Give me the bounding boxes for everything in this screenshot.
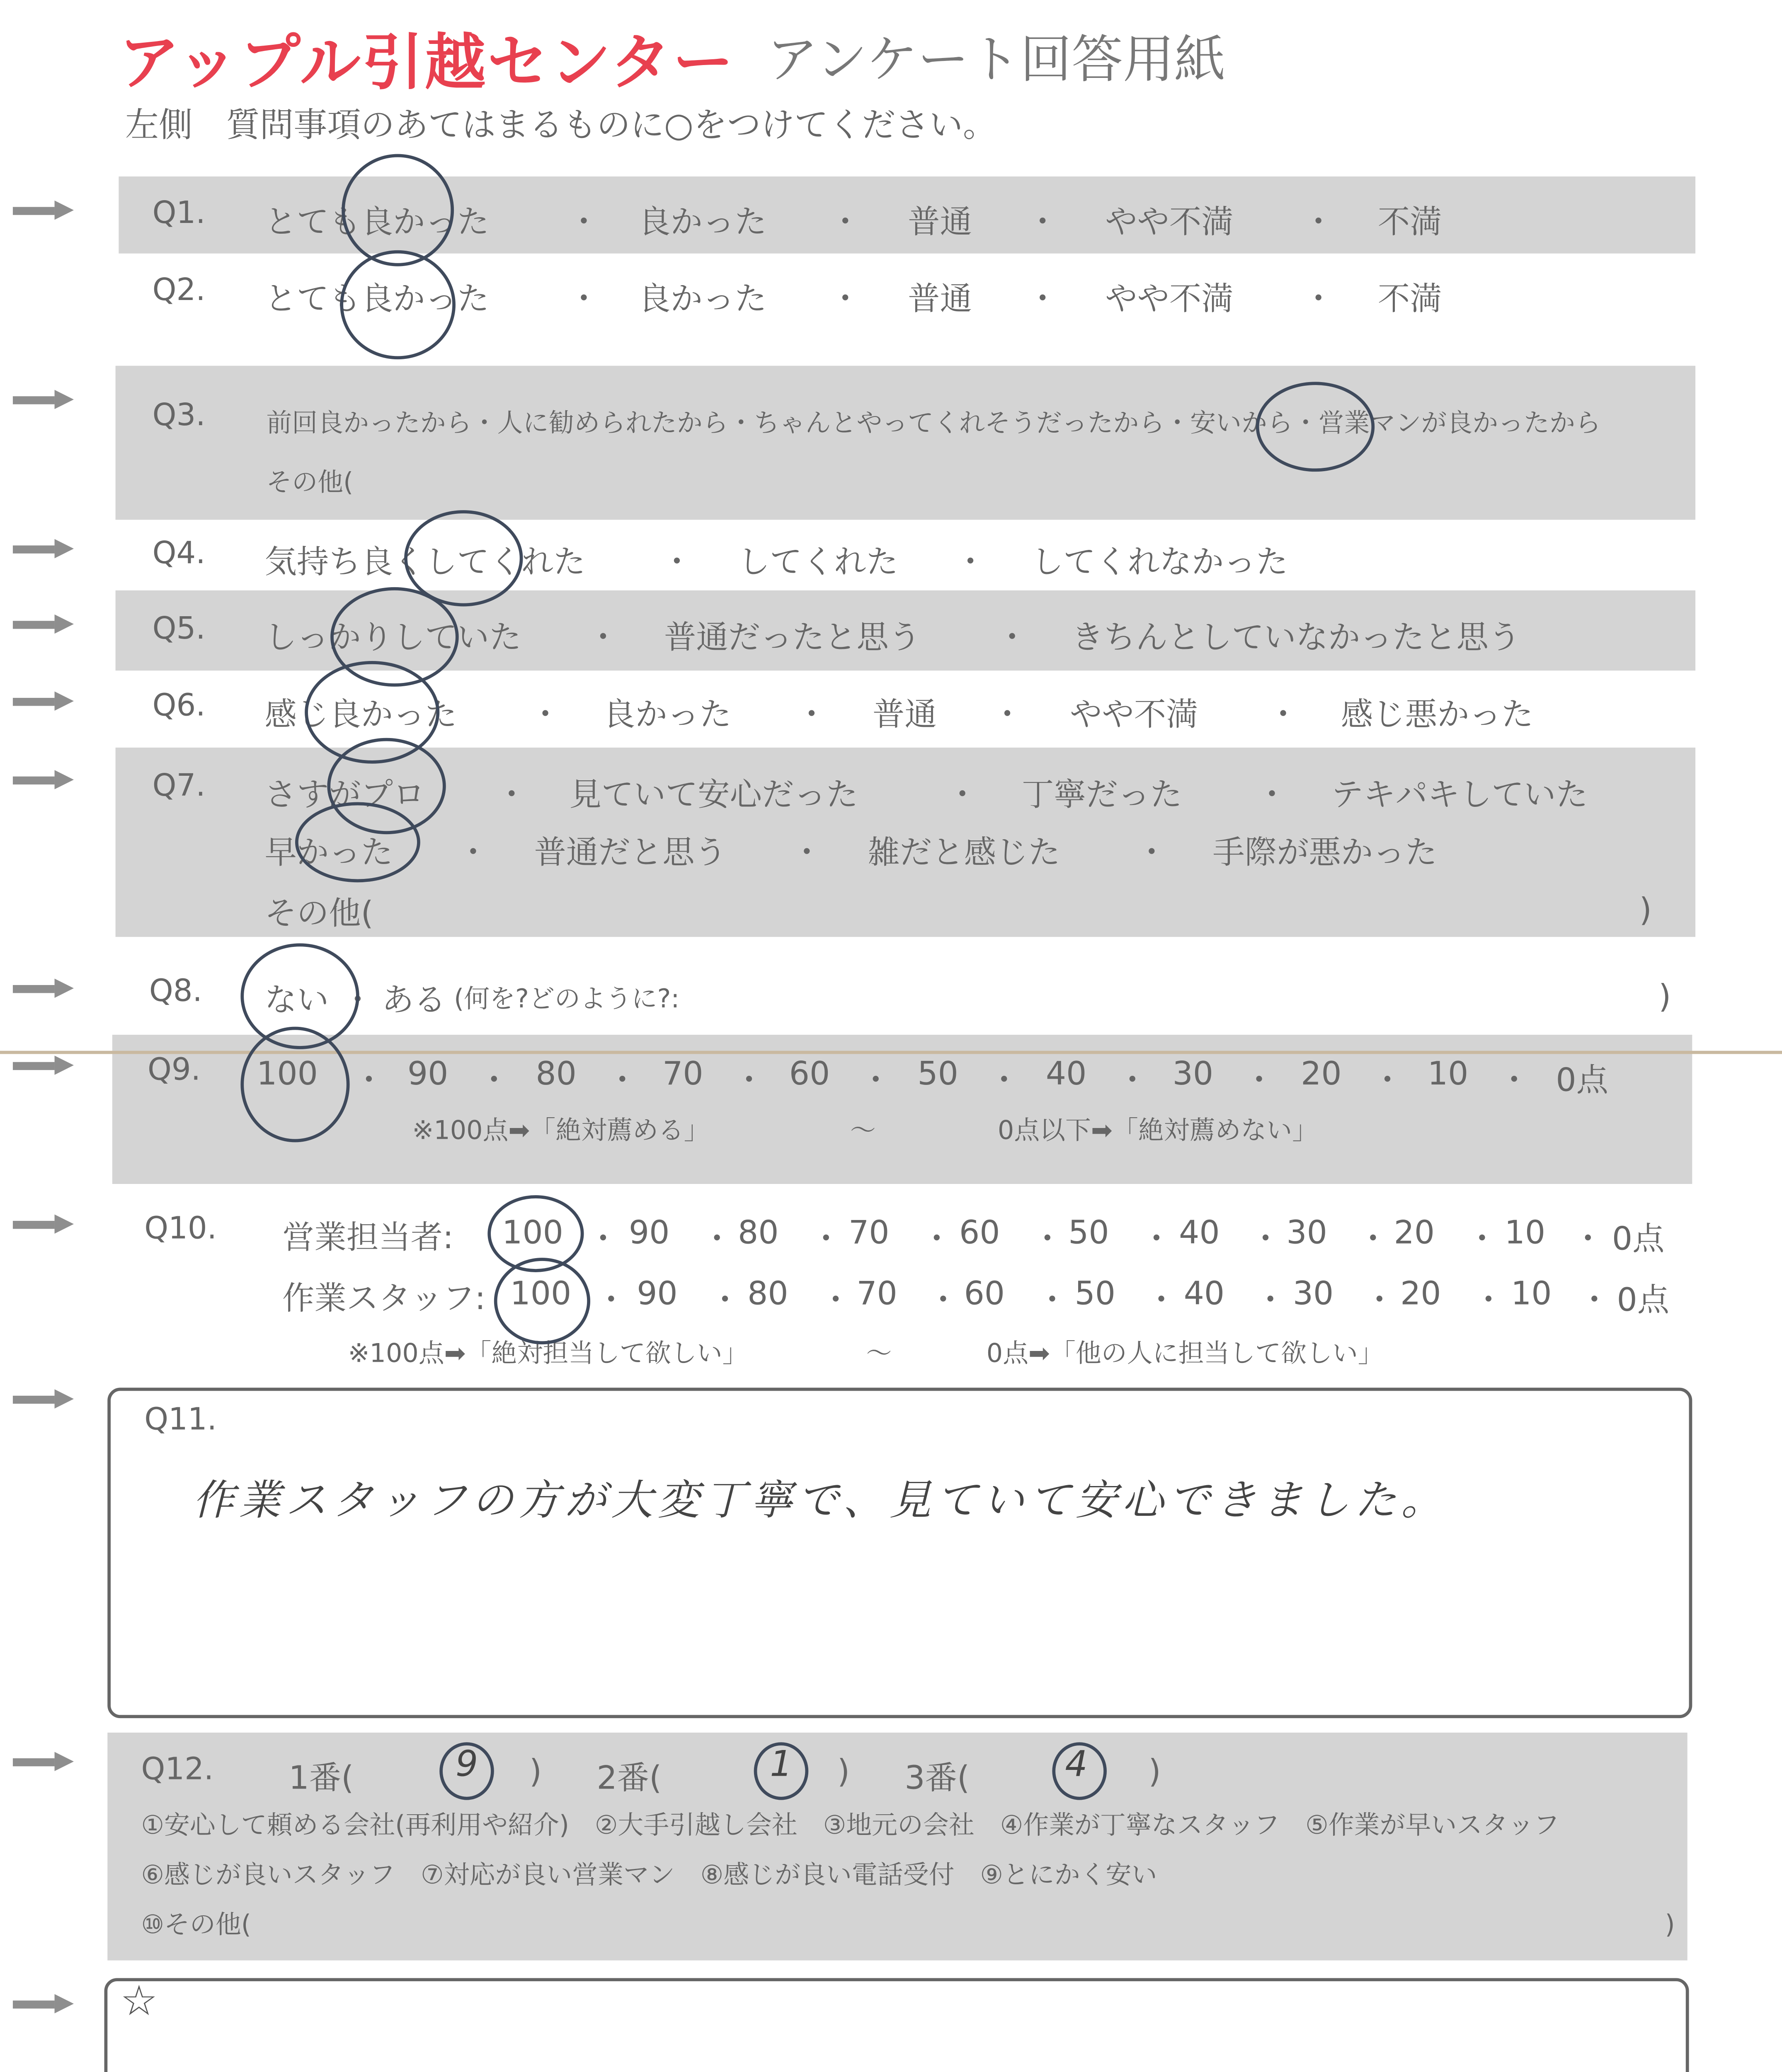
q7-sep: ・: [495, 775, 528, 813]
star-icon: ☆: [120, 1978, 158, 2026]
q2-sep: ・: [1026, 279, 1059, 318]
q7-option[interactable]: 見ていて安心だった: [569, 775, 858, 813]
arrow-q10: [13, 1215, 74, 1234]
q9-sep: ・: [1243, 1060, 1275, 1099]
q10-staff-score[interactable]: 50: [1074, 1273, 1116, 1312]
q10-sales-seps: ・: [921, 1219, 953, 1258]
arrow-q4: [13, 539, 74, 558]
q2-option[interactable]: 良かった: [638, 279, 767, 318]
q9-score[interactable]: 20: [1301, 1054, 1342, 1093]
q2-label: Q2.: [152, 273, 206, 308]
q4-sep: ・: [954, 542, 987, 581]
q5-sep: ・: [996, 617, 1028, 656]
arrow-q8: [13, 978, 74, 997]
q12-rank1-close: ): [529, 1752, 542, 1791]
q8-hint: (何を?どのように?:: [454, 983, 680, 1014]
q1-answer-circle: [342, 154, 454, 266]
q12-label: Q12.: [141, 1752, 214, 1787]
q1-sep: ・: [829, 202, 861, 241]
q10-staff-score[interactable]: 60: [964, 1273, 1005, 1312]
q1-option[interactable]: 普通: [908, 202, 972, 241]
q6-option[interactable]: やや不満: [1069, 695, 1198, 733]
q4-option[interactable]: してくれなかった: [1031, 542, 1288, 581]
arrow-q7: [13, 770, 74, 789]
q2-option[interactable]: 不満: [1377, 279, 1442, 318]
q10-note-right: 0点➡「他の人に担当して欲しい」: [986, 1338, 1384, 1369]
q12-rank2-label: 2番(: [596, 1758, 662, 1797]
q7-option[interactable]: テキパキしていた: [1331, 775, 1588, 813]
q7-label: Q7.: [152, 768, 206, 804]
q9-score[interactable]: 50: [917, 1054, 958, 1093]
q9-answer-circle: [240, 1027, 349, 1143]
q8-close: ): [1658, 977, 1671, 1016]
q10-sales-seps: ・: [587, 1219, 619, 1258]
q10-note-mid: 〜: [866, 1338, 892, 1369]
q7-option[interactable]: 手際が悪かった: [1212, 833, 1438, 871]
q7-sep: ・: [1135, 833, 1168, 871]
comment-box[interactable]: [104, 1978, 1689, 2072]
q5-option[interactable]: しっかりしていた: [264, 617, 521, 656]
q12-rank3-value[interactable]: 4: [1065, 1745, 1088, 1786]
q7-option[interactable]: 雑だと感じた: [868, 833, 1060, 871]
q1-sep: ・: [1302, 202, 1335, 241]
q2-option[interactable]: 普通: [908, 279, 972, 318]
q10-staff-seps: ・: [1145, 1280, 1178, 1319]
q9-note-right: 0点以下➡「絶対薦めない」: [997, 1115, 1318, 1146]
arrow-star: [13, 1994, 74, 2013]
q10-sales-score[interactable]: 60: [959, 1213, 1000, 1251]
q10-sales-score[interactable]: 10: [1504, 1213, 1546, 1251]
q4-sep: ・: [661, 542, 693, 581]
q2-sep: ・: [567, 279, 600, 318]
q6-label: Q6.: [152, 688, 206, 724]
q4-option[interactable]: してくれた: [737, 542, 898, 581]
arrow-q6: [13, 692, 74, 711]
q1-sep: ・: [1026, 202, 1059, 241]
q9-sep: ・: [1498, 1060, 1530, 1099]
q9-score[interactable]: 10: [1427, 1054, 1469, 1093]
q7-sep: ・: [790, 833, 823, 871]
q9-score[interactable]: 100: [257, 1054, 318, 1093]
q10-sales-score[interactable]: 100: [502, 1213, 563, 1251]
q10-sales-score[interactable]: 0点: [1612, 1219, 1665, 1258]
q2-sep: ・: [1302, 279, 1335, 318]
q6-option[interactable]: 感じ悪かった: [1341, 695, 1534, 733]
q10-staff-score[interactable]: 30: [1292, 1273, 1334, 1312]
q5-option[interactable]: きちんとしていなかったと思う: [1071, 617, 1521, 656]
q10-staff-seps: ・: [927, 1280, 959, 1319]
q10-sales-label: 営業担当者:: [282, 1218, 454, 1256]
q1-option[interactable]: やや不満: [1105, 202, 1234, 241]
q11-answer-box[interactable]: [107, 1388, 1692, 1718]
q3-options[interactable]: 前回良かったから・人に勧められたから・ちゃんとやってくれそうだったから・安いから・営業マンが良かったから: [266, 407, 1601, 438]
q1-option[interactable]: 良かった: [638, 202, 767, 241]
brand-title: アップル引越センター: [119, 27, 735, 98]
q9-sep: ・: [606, 1060, 639, 1099]
q10-staff-seps: ・: [1472, 1280, 1505, 1319]
q1-label: Q1.: [152, 196, 206, 231]
q10-sales-seps: ・: [1572, 1219, 1604, 1258]
arrow-q1: [13, 201, 74, 220]
form-title: アンケート回答用紙: [766, 29, 1226, 90]
q2-sep: ・: [829, 279, 861, 318]
q12-rank2-close: ): [837, 1752, 850, 1791]
q10-sales-score[interactable]: 80: [737, 1213, 779, 1251]
q10-staff-seps: ・: [709, 1280, 741, 1319]
q9-score[interactable]: 60: [789, 1054, 830, 1093]
q4-option[interactable]: 気持ち良くしてくれた: [264, 542, 586, 581]
q7-option[interactable]: 普通だと思う: [534, 833, 727, 871]
arrow-q11: [13, 1389, 74, 1409]
q8-label: Q8.: [149, 973, 202, 1009]
q8-option-yes[interactable]: ある: [381, 980, 446, 1019]
q9-score[interactable]: 70: [662, 1054, 703, 1093]
q2-answer-circle: [340, 250, 456, 359]
q10-staff-answer-circle: [494, 1258, 590, 1344]
q10-label: Q10.: [144, 1211, 217, 1247]
q7-other[interactable]: その他(: [264, 893, 373, 932]
q10-staff-label: 作業スタッフ:: [282, 1278, 486, 1317]
q10-staff-seps: ・: [1254, 1280, 1287, 1319]
q10-sales-score[interactable]: 70: [848, 1213, 890, 1251]
q10-staff-score[interactable]: 80: [747, 1273, 788, 1312]
q11-handwritten-answer[interactable]: 作業スタッフの方が大変丁寧で、見ていて安心できました。: [192, 1477, 1448, 1526]
q6-sep: ・: [1267, 695, 1300, 733]
q10-staff-score[interactable]: 0点: [1617, 1280, 1670, 1319]
q9-score[interactable]: 90: [407, 1054, 449, 1093]
q9-sep: ・: [860, 1060, 892, 1099]
q7-option[interactable]: 丁寧だった: [1021, 775, 1182, 813]
q10-sales-seps: ・: [1031, 1219, 1064, 1258]
arrow-q9: [13, 1055, 74, 1075]
q1-option[interactable]: 不満: [1377, 202, 1442, 241]
q9-score[interactable]: 80: [536, 1054, 577, 1093]
q11-label: Q11.: [144, 1402, 217, 1438]
q5-option[interactable]: 普通だったと思う: [664, 617, 921, 656]
arrow-q12: [13, 1752, 74, 1771]
q10-staff-score[interactable]: 40: [1183, 1273, 1225, 1312]
instruction-text: 左側 質問事項のあてはまるものに○をつけてください。: [125, 106, 997, 145]
q12-rank3-close: ): [1148, 1752, 1161, 1791]
q9-score[interactable]: 30: [1172, 1054, 1214, 1093]
q7-sep: ・: [946, 775, 979, 813]
q10-sales-score[interactable]: 40: [1179, 1213, 1220, 1251]
q10-sales-seps: ・: [1466, 1219, 1498, 1258]
q9-sep: ・: [1116, 1060, 1149, 1099]
q6-sep: ・: [795, 695, 828, 733]
q3-label: Q3.: [152, 398, 206, 433]
q10-staff-score[interactable]: 10: [1511, 1273, 1552, 1312]
q12-rank3-circle: [1052, 1742, 1107, 1800]
q8-sep: ・: [342, 980, 374, 1019]
q3-answer-circle: [1256, 382, 1375, 472]
q10-staff-seps: ・: [819, 1280, 852, 1319]
q10-sales-score[interactable]: 30: [1286, 1213, 1327, 1251]
q6-sep: ・: [529, 695, 562, 733]
q12-choices-line3: ⑩その他(: [141, 1909, 251, 1940]
q8-option-no[interactable]: ない: [264, 980, 329, 1019]
arrow-q5: [13, 615, 74, 634]
q12-choices-close: ): [1665, 1909, 1675, 1940]
q10-staff-seps: ・: [1578, 1280, 1610, 1319]
q9-sep: ・: [988, 1060, 1021, 1099]
q6-option[interactable]: 感じ良かった: [264, 695, 457, 733]
q7-sep: ・: [1256, 775, 1288, 813]
q10-sales-score[interactable]: 20: [1394, 1213, 1435, 1251]
q9-score[interactable]: 0点: [1556, 1060, 1609, 1099]
q12-rank2-circle: [754, 1742, 809, 1800]
q9-sep: ・: [1371, 1060, 1404, 1099]
arrow-q3: [13, 390, 74, 409]
q9-note-left: ※100点➡「絶対薦める」: [412, 1115, 710, 1146]
q12-choices-line2: ⑥感じが良いスタッフ ⑦対応が良い営業マン ⑧感じが良い電話受付 ⑨とにかく安い: [141, 1859, 1157, 1890]
q10-staff-score[interactable]: 90: [637, 1273, 678, 1312]
q10-sales-seps: ・: [1249, 1219, 1282, 1258]
q1-option[interactable]: とても良かった: [264, 202, 490, 241]
q10-staff-score[interactable]: 100: [510, 1273, 572, 1312]
q6-option[interactable]: 良かった: [603, 695, 732, 733]
q10-sales-score[interactable]: 50: [1068, 1213, 1109, 1251]
q10-staff-seps: ・: [1363, 1280, 1396, 1319]
q2-option[interactable]: とても良かった: [264, 279, 490, 318]
q10-note-left: ※100点➡「絶対担当して欲しい」: [348, 1338, 748, 1369]
q2-option[interactable]: やや不満: [1105, 279, 1234, 318]
q7-answer-circle-2: [295, 802, 420, 883]
q10-sales-seps: ・: [810, 1219, 842, 1258]
q5-label: Q5.: [152, 611, 206, 647]
q10-sales-seps: ・: [701, 1219, 733, 1258]
q5-sep: ・: [587, 617, 619, 656]
q9-sep: ・: [353, 1060, 385, 1099]
q9-score[interactable]: 40: [1045, 1054, 1087, 1093]
q10-staff-seps: ・: [1036, 1280, 1069, 1319]
q7-option[interactable]: さすがプロ: [264, 775, 425, 813]
q12-choices-line1: ①安心して頼める会社(再利用や紹介) ②大手引越し会社 ③地元の会社 ④作業が丁寧なスタッフ ⑤作業が早いスタッフ: [141, 1809, 1560, 1840]
q6-sep: ・: [991, 695, 1023, 733]
q10-sales-score[interactable]: 90: [628, 1213, 670, 1251]
q12-rank1-label: 1番(: [289, 1758, 354, 1797]
q9-sep: ・: [733, 1060, 765, 1099]
q12-rank1-circle: [439, 1742, 494, 1800]
q12-rank3-label: 3番(: [904, 1758, 970, 1797]
q10-sales-seps: ・: [1140, 1219, 1173, 1258]
q3-other[interactable]: その他(: [266, 467, 354, 498]
q6-option[interactable]: 普通: [873, 695, 937, 733]
q4-label: Q4.: [152, 536, 206, 571]
q7-sep: ・: [457, 833, 490, 871]
q10-sales-seps: ・: [1357, 1219, 1389, 1258]
q10-staff-seps: ・: [595, 1280, 627, 1319]
q10-staff-score[interactable]: 20: [1400, 1273, 1441, 1312]
q7-option[interactable]: 早かった: [264, 833, 393, 871]
q9-label: Q9.: [147, 1052, 201, 1088]
q7-other-close: ): [1639, 890, 1652, 929]
q9-sep: ・: [478, 1060, 510, 1099]
q12-rank2-value[interactable]: 1: [770, 1745, 793, 1786]
q9-note-mid: 〜: [850, 1115, 876, 1146]
q10-staff-score[interactable]: 70: [856, 1273, 897, 1312]
q1-sep: ・: [567, 202, 600, 241]
q12-rank1-value[interactable]: 9: [455, 1745, 478, 1786]
